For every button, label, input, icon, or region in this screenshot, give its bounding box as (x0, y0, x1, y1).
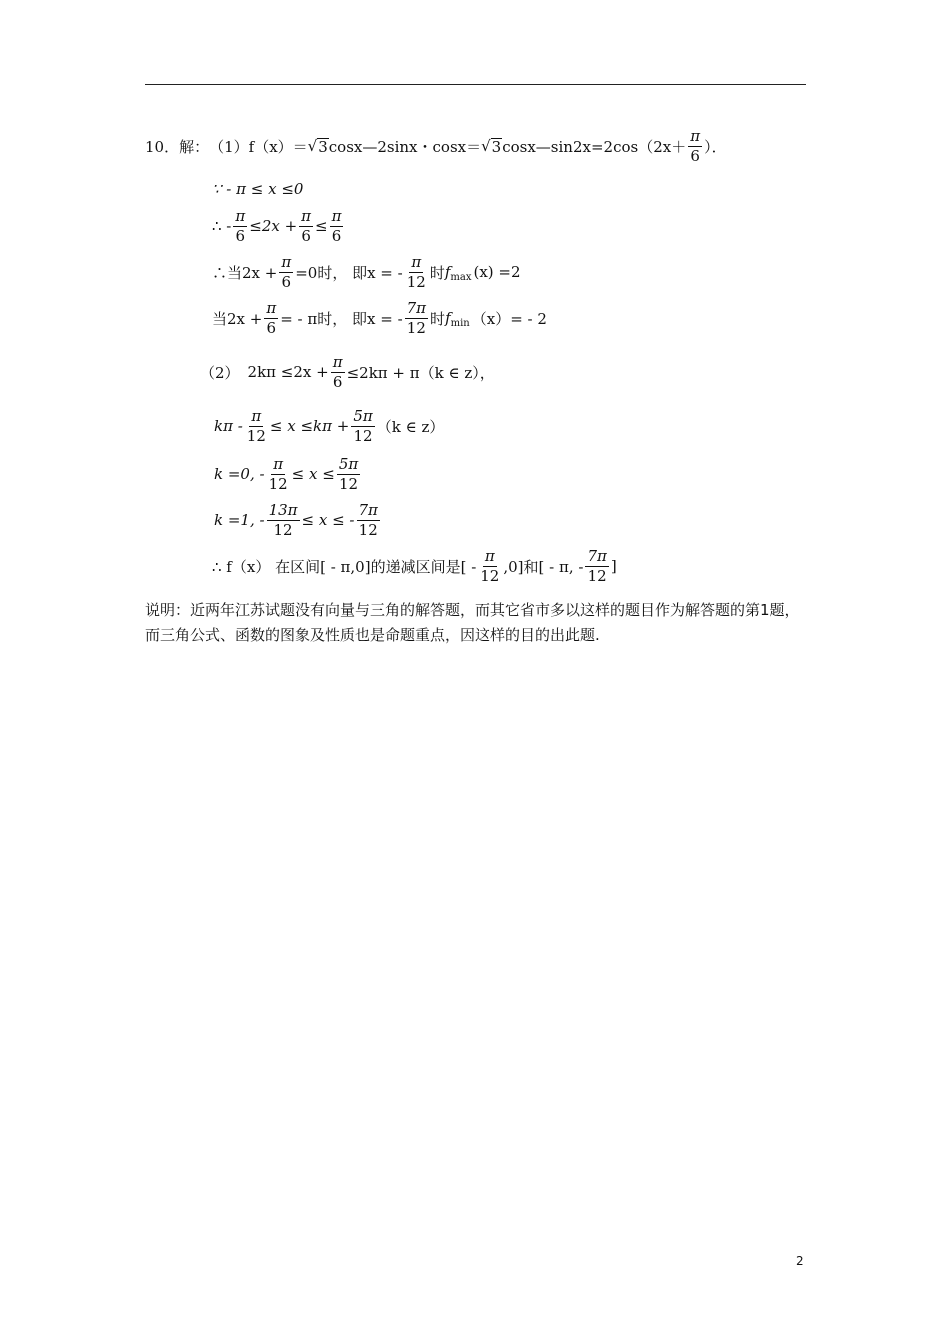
sqrt-3: √ 3 (307, 137, 328, 156)
part2-line1-a: 2kπ ≤2x + (247, 363, 329, 381)
step-4-c: 时 (430, 309, 446, 328)
step-2-c: ≤ (315, 217, 328, 235)
fraction-pi-6: $\frac{\pi}{6}$ (331, 207, 342, 245)
step-1 (212, 180, 303, 198)
step-3 (212, 254, 521, 290)
fraction-13pi-12: $\frac{13\pi}{12}$ (268, 501, 298, 539)
fraction-pi-6: $\frac{\pi}{6}$ (235, 207, 246, 245)
fraction-7pi-12: $\frac{7\pi}{12}$ (406, 299, 427, 337)
fraction-5pi-12: $\frac{5\pi}{12}$ (353, 407, 373, 445)
fraction-5pi-12: $\frac{5\pi}{12}$ (338, 455, 359, 493)
part2-line-4 (214, 502, 382, 538)
fraction-pi-6: $\frac{\pi}{6}$ (332, 353, 343, 391)
part2-line-3 (214, 456, 362, 492)
part1-tag: （1） (209, 137, 249, 156)
step-4-b: = - π时， 即x = - (280, 309, 403, 328)
solution-line-1 (145, 128, 727, 164)
sqrt-3-second: √ 3 (481, 137, 502, 156)
explanation-note: 说明：近两年江苏试题没有向量与三角的解答题，而其它省市多以这样的题目作为解答题的第1题，而三角公式、函数的图象及性质也是命题重点，因这样的目的出此题. (145, 601, 800, 644)
part2-line-1 (200, 354, 495, 390)
part2-line5-b: ,0]和[ - π, - (503, 557, 584, 576)
part2-line2-b: ≤ x ≤kπ + (269, 417, 350, 435)
part2-line3-b: ≤ x ≤ (291, 465, 335, 483)
step-2-b: ≤2x + (249, 217, 298, 235)
f-max-letter: f (444, 263, 451, 281)
part2-line2-a: kπ - (214, 417, 243, 435)
step-3-c: 时 (429, 263, 445, 282)
step-2 (212, 208, 345, 244)
part2-line5-a: ∴ f（x） 在区间[ - π,0]的递减区间是[ - (212, 557, 477, 576)
expr-c: cosx—sin2x=2cos（2x＋ (502, 137, 687, 156)
fraction-pi-6: $\frac{\pi}{6}$ (281, 253, 292, 291)
step-3-a: ∴当2x + (212, 263, 278, 282)
step-4 (212, 300, 547, 336)
subscript-max: max (450, 271, 472, 283)
fraction-pi-12: $\frac{\pi}{12}$ (406, 253, 426, 291)
fraction-7pi-12: $\frac{7\pi}{12}$ (358, 501, 378, 539)
step-3-b: =0时， 即x = - (295, 263, 403, 282)
part2-tag: （2） (200, 363, 240, 382)
f-min-letter: f (445, 309, 451, 327)
fraction-pi-12: $\frac{\pi}{12}$ (246, 407, 266, 445)
solution-label: 10．解： (145, 137, 210, 156)
step-4-d: （x）= - 2 (471, 309, 547, 328)
fraction-pi-12: $\frac{\pi}{12}$ (480, 547, 500, 585)
fraction-pi-6: $\frac{\pi}{6}$ (690, 127, 701, 165)
part2-line4-b: ≤ x ≤ - (301, 511, 355, 529)
fraction-pi-12: $\frac{\pi}{12}$ (268, 455, 288, 493)
part2-line3-a: k =0, - (214, 465, 265, 483)
subscript-min: min (450, 317, 470, 329)
part2-line2-c: （k ∈ z） (376, 417, 445, 436)
fraction-pi-6: $\frac{\pi}{6}$ (266, 299, 277, 337)
expr-a: f（x）＝ (248, 137, 308, 156)
step-2-a: ∴ - (212, 217, 232, 235)
header-rule (145, 84, 806, 85)
part2-line5-c: ] (610, 557, 617, 575)
page-number: 2 (796, 1254, 804, 1268)
step-4-a: 当2x + (212, 309, 263, 328)
expr-b: cosx—2sinx・cosx＝ (328, 137, 482, 156)
part2-line-5 (212, 548, 617, 584)
step-3-d: (x) =2 (473, 263, 521, 281)
fraction-7pi-12: $\frac{7\pi}{12}$ (587, 547, 607, 585)
part2-line4-a: k =1, - (214, 511, 265, 529)
part2-line1-b: ≤2kπ + π（k ∈ z）， (346, 363, 495, 382)
step-1-text: ∵ - π ≤ x ≤0 (212, 180, 304, 198)
part2-line-2 (214, 408, 444, 444)
fraction-pi-6: $\frac{\pi}{6}$ (301, 207, 312, 245)
expr-end: ）． (704, 137, 727, 156)
